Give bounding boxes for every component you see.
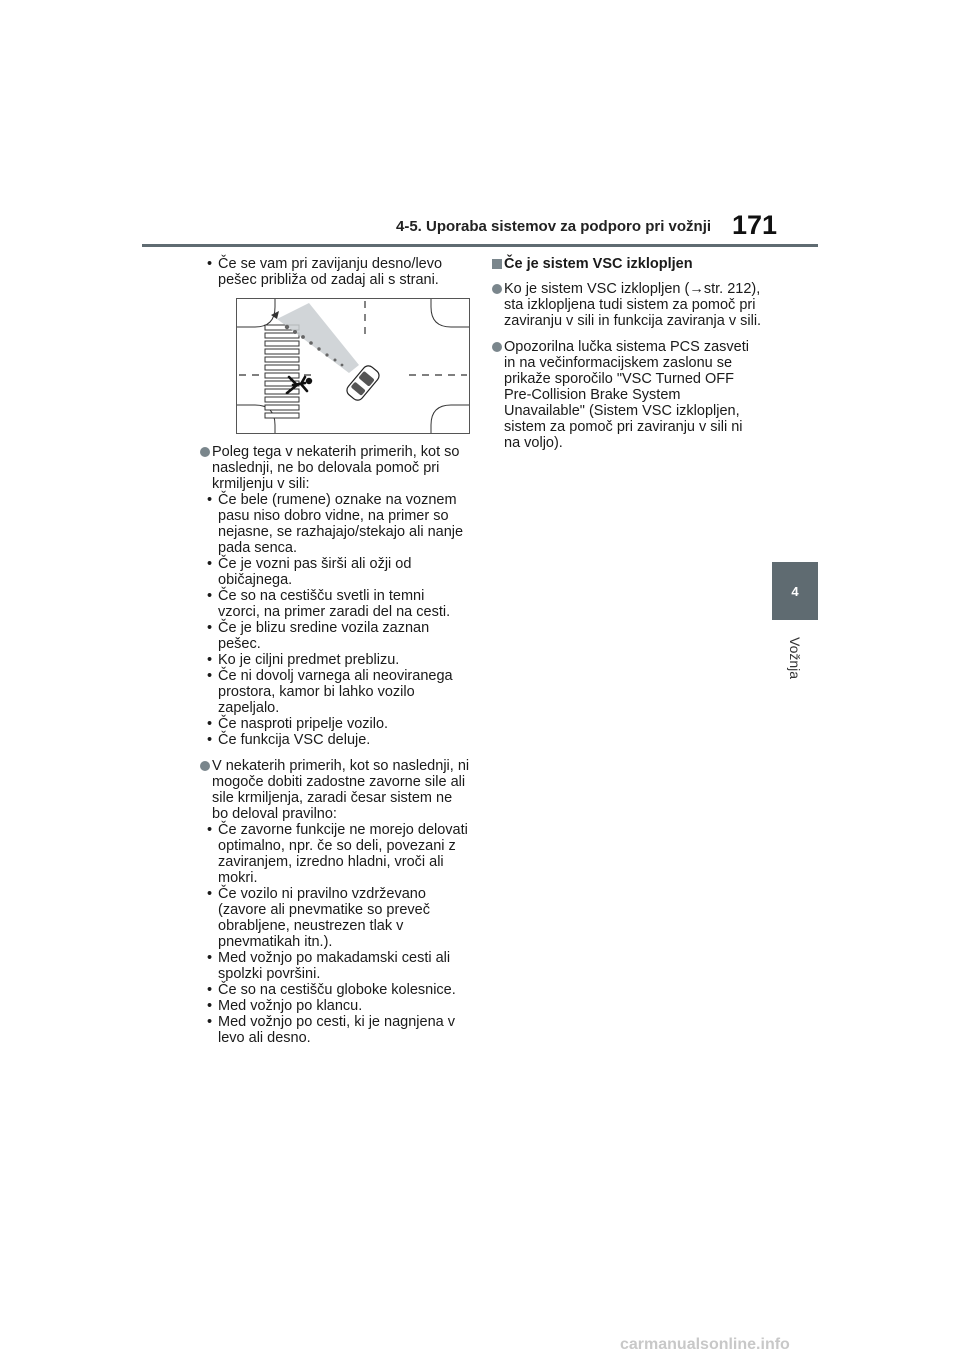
- list-item: • Med vožnjo po cesti, ki je nagnjena v levo ali desno.: [200, 1014, 470, 1046]
- list-item: • Če so na cestišču globoke kolesnice.: [200, 982, 470, 998]
- vsc-off-item-1: Ko je sistem VSC izklopljen (→str. 212), sta izklopljena tudi sistem za pomoč pri zaviranju v sili in funkcija zaviranja v sili.: [492, 281, 762, 329]
- section-square-icon: [492, 259, 502, 269]
- chapter-label: Vožnja: [787, 636, 803, 680]
- list-item: • Če zavorne funkcije ne morejo delovati optimalno, npr. če so deli, povezani z zaviranjem, izredno hladni, vroči ali mokri.: [200, 822, 470, 886]
- vsc-off-heading: Če je sistem VSC izklopljen: [492, 256, 762, 272]
- left-column: [200, 256, 470, 1056]
- vsc-off-item-2: Opozorilna lučka sistema PCS zasveti in na večinformacijskem zaslonu se prikaže sporočilo "VSC Turned OFF Pre-Collision Brake System Unavailable" (Sistem VSC izklopljen, sistem za pomoč pri zaviranju v sili ni na voljo).: [492, 339, 762, 451]
- section-title: 4-5. Uporaba sistemov za podporo pri vožnji: [396, 218, 712, 235]
- crosswalk-diagram: [237, 299, 469, 433]
- list-item: • Če ni dovolj varnega ali neoviranega prostora, kamor bi lahko vozilo zapeljalo.: [200, 668, 470, 716]
- list-item: • Med vožnjo po makadamski cesti ali spolzki površini.: [200, 950, 470, 982]
- list-item: • Ko je ciljni predmet preblizu.: [200, 652, 470, 668]
- list-item: • Če je vozni pas širši ali ožji od običajnega.: [200, 556, 470, 588]
- list-item: • Če vozilo ni pravilno vzdrževano (zavore ali pnevmatike so preveč obrabljene, neustrezen tlak v pnevmatikah itn.).: [200, 886, 470, 950]
- list-item: • Če nasproti pripelje vozilo.: [200, 716, 470, 732]
- page-number: 171: [732, 210, 778, 240]
- crosswalk-illustration: [236, 298, 470, 434]
- limitations-lead: Poleg tega v nekaterih primerih, kot so naslednji, ne bo delovala pomoč pri krmiljenju v sili:: [200, 444, 470, 492]
- list-item: • Če so na cestišču svetli in temni vzorci, na primer zaradi del na cesti.: [200, 588, 470, 620]
- bullet-dot-icon: [200, 447, 210, 457]
- bullet-dot-icon: [492, 342, 502, 352]
- list-item: • Med vožnjo po klancu.: [200, 998, 470, 1014]
- insufficient-force-block: [200, 758, 470, 1046]
- list-item: • Če je blizu sredine vozila zaznan pešec.: [200, 620, 470, 652]
- right-column: [492, 256, 762, 461]
- list-item: • Če funkcija VSC deluje.: [200, 732, 470, 748]
- list-item: • Če bele (rumene) oznake na voznem pasu niso dobro vidne, na primer so nejasne, se razhajajo/stekajo ali nanje pada senca.: [200, 492, 470, 556]
- chapter-tab: [772, 562, 818, 620]
- header-rule: [142, 244, 818, 247]
- limitations-block: [200, 444, 470, 748]
- footer-watermark: carmanualsonline.info: [620, 1336, 790, 1353]
- chapter-number: 4: [791, 583, 799, 599]
- intro-bullet: • Če se vam pri zavijanju desno/levo pešec približa od zadaj ali s strani.: [200, 256, 470, 288]
- insufficient-force-lead: V nekaterih primerih, kot so naslednji, ni mogoče dobiti zadostne zavorne sile ali sile krmiljenja, zaradi česar sistem ne bo deloval pravilno:: [200, 758, 470, 822]
- bullet-dot-icon: [492, 284, 502, 294]
- bullet-dot-icon: [200, 761, 210, 771]
